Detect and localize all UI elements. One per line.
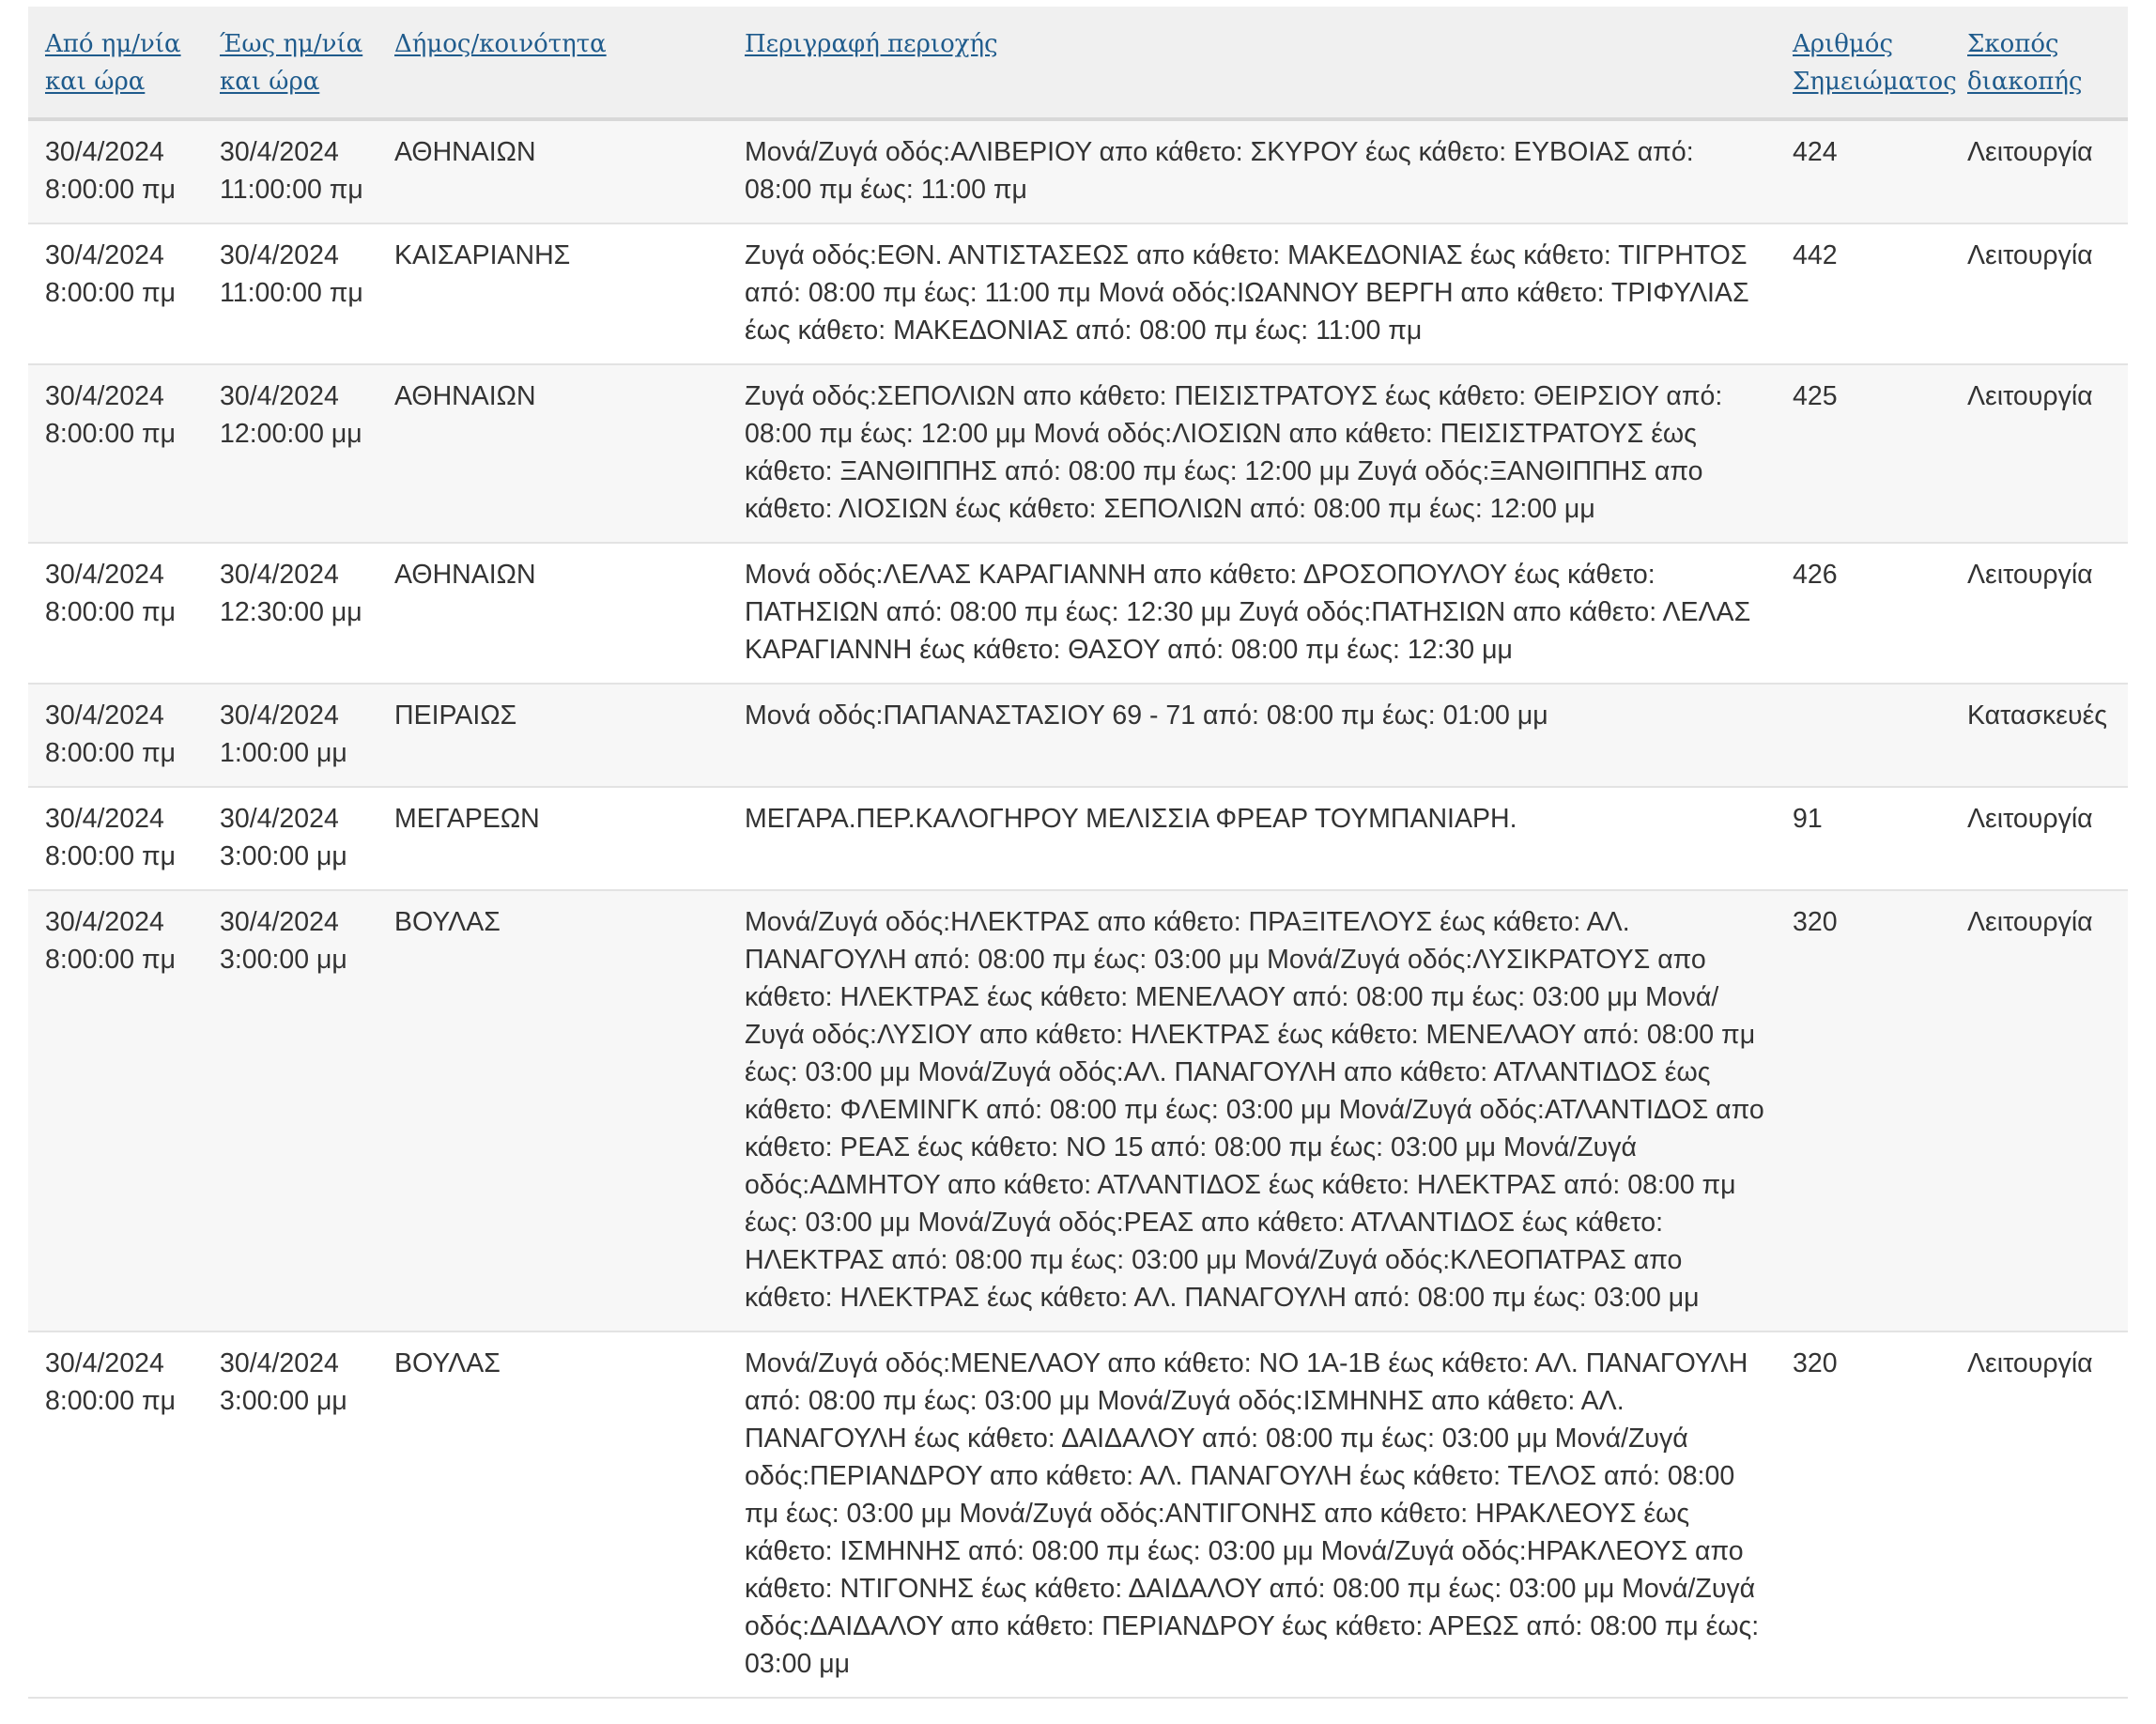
cell-purpose: Λειτουργία <box>1950 223 2128 364</box>
table-body <box>28 119 2128 1698</box>
cell-purpose: Κατασκευές <box>1950 684 2128 787</box>
cell-municipality: ΑΘΗΝΑΙΩΝ <box>377 543 728 684</box>
table-row <box>28 223 2128 364</box>
cell-note-number: 320 <box>1776 890 1950 1331</box>
cell-from: 30/4/2024 8:00:00 πμ <box>28 890 203 1331</box>
cell-to: 30/4/2024 3:00:00 μμ <box>203 1331 377 1698</box>
column-header-description[interactable]: Περιγραφή περιοχής <box>728 7 1776 119</box>
cell-municipality: ΚΑΙΣΑΡΙΑΝΗΣ <box>377 223 728 364</box>
cell-municipality: ΑΘΗΝΑΙΩΝ <box>377 119 728 223</box>
table-row <box>28 684 2128 787</box>
cell-from: 30/4/2024 8:00:00 πμ <box>28 223 203 364</box>
cell-municipality: ΒΟΥΛΑΣ <box>377 890 728 1331</box>
cell-purpose: Λειτουργία <box>1950 119 2128 223</box>
table-row <box>28 543 2128 684</box>
cell-to: 30/4/2024 12:30:00 μμ <box>203 543 377 684</box>
cell-note-number: 442 <box>1776 223 1950 364</box>
table-row <box>28 364 2128 543</box>
table-row <box>28 890 2128 1331</box>
cell-purpose: Λειτουργία <box>1950 890 2128 1331</box>
cell-description: Μονά/Ζυγά οδός:ΑΛΙΒΕΡΙΟΥ απο κάθετο: ΣΚΥΡΟΥ έως κάθετο: ΕΥΒΟΙΑΣ από: 08:00 πμ έως: 11:00 πμ <box>728 119 1776 223</box>
cell-from: 30/4/2024 8:00:00 πμ <box>28 1331 203 1698</box>
cell-to: 30/4/2024 12:00:00 μμ <box>203 364 377 543</box>
cell-municipality: ΒΟΥΛΑΣ <box>377 1331 728 1698</box>
cell-municipality: ΠΕΙΡΑΙΩΣ <box>377 684 728 787</box>
cell-to: 30/4/2024 11:00:00 πμ <box>203 119 377 223</box>
cell-purpose: Λειτουργία <box>1950 543 2128 684</box>
cell-to: 30/4/2024 3:00:00 μμ <box>203 787 377 890</box>
cell-purpose: Λειτουργία <box>1950 364 2128 543</box>
column-header-municipality[interactable]: Δήμος/κοινότητα <box>377 7 728 119</box>
cell-from: 30/4/2024 8:00:00 πμ <box>28 119 203 223</box>
cell-description: Ζυγά οδός:ΣΕΠΟΛΙΩΝ απο κάθετο: ΠΕΙΣΙΣΤΡΑΤΟΥΣ έως κάθετο: ΘΕΙΡΣΙΟΥ από: 08:00 πμ έως: 12:00 μμ Μονά οδός:ΛΙΟΣΙΩΝ απο κάθετο: ΠΕΙΣΙΣΤΡΑΤΟΥΣ έως κάθετο: ΞΑΝΘΙΠΠΗΣ από: 08:00 πμ έως: 12:00 μμ Ζυγά οδός:ΞΑΝΘΙΠΠΗΣ απο κάθετο: ΛΙΟΣΙΩΝ έως κάθετο: ΣΕΠΟΛΙΩΝ από: 08:00 πμ έως: 12:00 μμ <box>728 364 1776 543</box>
cell-from: 30/4/2024 8:00:00 πμ <box>28 684 203 787</box>
cell-description: Μονά οδός:ΠΑΠΑΝΑΣΤΑΣΙΟΥ 69 - 71 από: 08:00 πμ έως: 01:00 μμ <box>728 684 1776 787</box>
cell-from: 30/4/2024 8:00:00 πμ <box>28 543 203 684</box>
cell-note-number: 320 <box>1776 1331 1950 1698</box>
cell-description: ΜΕΓΑΡΑ.ΠΕΡ.ΚΑΛΟΓΗΡΟΥ ΜΕΛΙΣΣΙΑ ΦΡΕΑΡ ΤΟΥΜΠΑΝΙΑΡΗ. <box>728 787 1776 890</box>
cell-note-number: 424 <box>1776 119 1950 223</box>
table-row <box>28 787 2128 890</box>
cell-from: 30/4/2024 8:00:00 πμ <box>28 787 203 890</box>
table-row <box>28 1331 2128 1698</box>
cell-description: Μονά οδός:ΛΕΛΑΣ ΚΑΡΑΓΙΑΝΝΗ απο κάθετο: ΔΡΟΣΟΠΟΥΛΟΥ έως κάθετο: ΠΑΤΗΣΙΩΝ από: 08:00 πμ έως: 12:30 μμ Ζυγά οδός:ΠΑΤΗΣΙΩΝ απο κάθετο: ΛΕΛΑΣ ΚΑΡΑΓΙΑΝΝΗ έως κάθετο: ΘΑΣΟΥ από: 08:00 πμ έως: 12:30 μμ <box>728 543 1776 684</box>
column-header-purpose[interactable]: Σκοπός διακοπής <box>1950 7 2128 119</box>
cell-note-number: 426 <box>1776 543 1950 684</box>
cell-from: 30/4/2024 8:00:00 πμ <box>28 364 203 543</box>
column-header-note-number[interactable]: Αριθμός Σημειώματος <box>1776 7 1950 119</box>
table-header-row <box>28 7 2128 119</box>
cell-description: Ζυγά οδός:ΕΘΝ. ΑΝΤΙΣΤΑΣΕΩΣ απο κάθετο: ΜΑΚΕΔΟΝΙΑΣ έως κάθετο: ΤΙΓΡΗΤΟΣ από: 08:00 πμ έως: 11:00 πμ Μονά οδός:ΙΩΑΝΝΟΥ ΒΕΡΓΗ απο κάθετο: ΤΡΙΦΥΛΙΑΣ έως κάθετο: ΜΑΚΕΔΟΝΙΑΣ από: 08:00 πμ έως: 11:00 πμ <box>728 223 1776 364</box>
column-header-from[interactable]: Από ημ/νία και ώρα <box>28 7 203 119</box>
cell-to: 30/4/2024 11:00:00 πμ <box>203 223 377 364</box>
cell-to: 30/4/2024 1:00:00 μμ <box>203 684 377 787</box>
cell-purpose: Λειτουργία <box>1950 787 2128 890</box>
column-header-to[interactable]: Έως ημ/νία και ώρα <box>203 7 377 119</box>
cell-note-number: 425 <box>1776 364 1950 543</box>
table-row <box>28 119 2128 223</box>
outages-table <box>28 7 2128 1699</box>
cell-municipality: ΜΕΓΑΡΕΩΝ <box>377 787 728 890</box>
cell-to: 30/4/2024 3:00:00 μμ <box>203 890 377 1331</box>
cell-note-number: 91 <box>1776 787 1950 890</box>
cell-note-number <box>1776 684 1950 787</box>
outages-table-container <box>28 7 2128 1699</box>
cell-purpose: Λειτουργία <box>1950 1331 2128 1698</box>
cell-description: Μονά/Ζυγά οδός:ΜΕΝΕΛΑΟΥ απο κάθετο: ΝΟ 1Α-1Β έως κάθετο: ΑΛ. ΠΑΝΑΓΟΥΛΗ από: 08:00 πμ έως: 03:00 μμ Μονά/Ζυγά οδός:ΙΣΜΗΝΗΣ απο κάθετο: ΑΛ. ΠΑΝΑΓΟΥΛΗ έως κάθετο: ΔΑΙΔΑΛΟΥ από: 08:00 πμ έως: 03:00 μμ Μονά/Ζυγά οδός:ΠΕΡΙΑΝΔΡΟΥ απο κάθετο: ΑΛ. ΠΑΝΑΓΟΥΛΗ έως κάθετο: ΤΕΛΟΣ από: 08:00 πμ έως: 03:00 μμ Μονά/Ζυγά οδός:ΑΝΤΙΓΟΝΗΣ απο κάθετο: ΗΡΑΚΛΕΟΥΣ έως κάθετο: ΙΣΜΗΝΗΣ από: 08:00 πμ έως: 03:00 μμ Μονά/Ζυγά οδός:ΗΡΑΚΛΕΟΥΣ απο κάθετο: ΝΤΙΓΟΝΗΣ έως κάθετο: ΔΑΙΔΑΛΟΥ από: 08:00 πμ έως: 03:00 μμ Μονά/Ζυγά οδός:ΔΑΙΔΑΛΟΥ απο κάθετο: ΠΕΡΙΑΝΔΡΟΥ έως κάθετο: ΑΡΕΩΣ από: 08:00 πμ έως: 03:00 μμ <box>728 1331 1776 1698</box>
cell-municipality: ΑΘΗΝΑΙΩΝ <box>377 364 728 543</box>
cell-description: Μονά/Ζυγά οδός:ΗΛΕΚΤΡΑΣ απο κάθετο: ΠΡΑΞΙΤΕΛΟΥΣ έως κάθετο: ΑΛ. ΠΑΝΑΓΟΥΛΗ από: 08:00 πμ έως: 03:00 μμ Μονά/Ζυγά οδός:ΛΥΣΙΚΡΑΤΟΥΣ απο κάθετο: ΗΛΕΚΤΡΑΣ έως κάθετο: ΜΕΝΕΛΑΟΥ από: 08:00 πμ έως: 03:00 μμ Μονά/Ζυγά οδός:ΛΥΣΙΟΥ απο κάθετο: ΗΛΕΚΤΡΑΣ έως κάθετο: ΜΕΝΕΛΑΟΥ από: 08:00 πμ έως: 03:00 μμ Μονά/Ζυγά οδός:ΑΛ. ΠΑΝΑΓΟΥΛΗ απο κάθετο: ΑΤΛΑΝΤΙΔΟΣ έως κάθετο: ΦΛΕΜΙΝΓΚ από: 08:00 πμ έως: 03:00 μμ Μονά/Ζυγά οδός:ΑΤΛΑΝΤΙΔΟΣ απο κάθετο: ΡΕΑΣ έως κάθετο: ΝΟ 15 από: 08:00 πμ έως: 03:00 μμ Μονά/Ζυγά οδός:ΑΔΜΗΤΟΥ απο κάθετο: ΑΤΛΑΝΤΙΔΟΣ έως κάθετο: ΗΛΕΚΤΡΑΣ από: 08:00 πμ έως: 03:00 μμ Μονά/Ζυγά οδός:ΡΕΑΣ απο κάθετο: ΑΤΛΑΝΤΙΔΟΣ έως κάθετο: ΗΛΕΚΤΡΑΣ από: 08:00 πμ έως: 03:00 μμ Μονά/Ζυγά οδός:ΚΛΕΟΠΑΤΡΑΣ απο κάθετο: ΗΛΕΚΤΡΑΣ έως κάθετο: ΑΛ. ΠΑΝΑΓΟΥΛΗ από: 08:00 πμ έως: 03:00 μμ <box>728 890 1776 1331</box>
